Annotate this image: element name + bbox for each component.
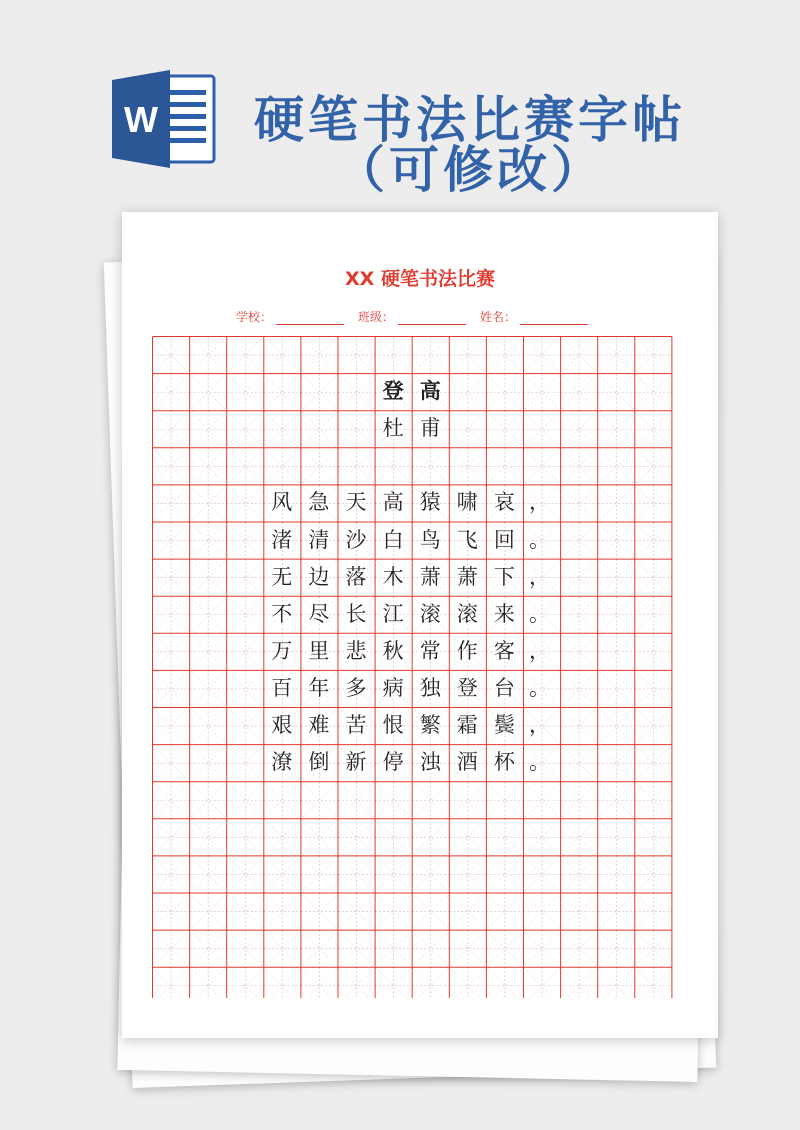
- logo-letter: W: [124, 99, 158, 140]
- class-field[interactable]: [358, 308, 466, 325]
- poem-line-char: 萧: [419, 564, 441, 589]
- poem-line-char: 浊: [419, 750, 441, 775]
- poem-line-char: 猿: [419, 490, 441, 515]
- poem-line-char: 万: [271, 638, 293, 663]
- school-label: 学校：: [236, 310, 273, 324]
- poem-line-char: 登: [456, 675, 478, 700]
- poem-line-char: 百: [271, 675, 293, 700]
- poem-line-char: 独: [419, 675, 441, 700]
- poem-line-char: 秋: [382, 638, 404, 663]
- poem-line-char: 江: [382, 601, 404, 626]
- school-field[interactable]: [236, 308, 344, 325]
- poem-line-char: 急: [308, 490, 330, 515]
- poem-author-char: 甫: [419, 416, 441, 441]
- poem-line-char: 来: [493, 601, 515, 626]
- poem-line-char: 作: [456, 638, 478, 663]
- poem-line-char: 。: [529, 675, 550, 700]
- poem-line-char: 啸: [456, 490, 478, 515]
- poem-line-char: 繁: [419, 713, 441, 737]
- poem-line-char: 落: [345, 564, 367, 589]
- poem-line-char: 萧: [456, 564, 478, 589]
- poem-line-char: ，: [529, 490, 550, 515]
- poem-line-char: 恨: [382, 713, 404, 737]
- poem-line-char: 滚: [419, 601, 441, 626]
- poem-line-char: 边: [308, 564, 330, 589]
- school-blank[interactable]: [276, 312, 344, 325]
- poem-line-char: 病: [382, 675, 404, 700]
- poem-line-char: 风: [271, 490, 293, 515]
- poem-line-char: 客: [493, 638, 515, 663]
- poem-line-char: 飞: [456, 527, 478, 552]
- poem-line-char: 木: [382, 564, 404, 589]
- poem-line-char: 常: [419, 638, 441, 663]
- poem-line-char: 艰: [271, 713, 293, 737]
- poem-line-char: 新: [345, 750, 367, 775]
- poem-line-char: 不: [271, 601, 293, 626]
- poem-line-char: ，: [529, 638, 550, 663]
- poem-line-char: 沙: [345, 527, 367, 552]
- poem-author-char: 杜: [382, 416, 404, 441]
- poem-line-char: 下: [493, 564, 515, 589]
- poem-line-char: 鬓: [493, 713, 515, 737]
- poem-line-char: 无: [271, 564, 293, 589]
- page-subtitle: （可修改）: [335, 141, 605, 199]
- poem-line-char: 潦: [271, 750, 293, 775]
- poem-title-char: 登: [382, 379, 404, 404]
- poem-line-char: 尽: [308, 601, 330, 626]
- page-title: 硬笔书法比赛字帖: [254, 91, 686, 149]
- poem-line-char: 里: [308, 638, 330, 663]
- poem-line-char: 停: [382, 750, 404, 775]
- poem-line-char: 清: [308, 527, 330, 552]
- poem-line-char: 霜: [456, 713, 478, 737]
- name-blank[interactable]: [520, 312, 588, 325]
- poem-line-char: 。: [529, 601, 550, 626]
- poem-line-char: ，: [529, 564, 550, 589]
- poem-line-char: 难: [308, 713, 330, 737]
- header-banner: [0, 0, 800, 215]
- poem-line-char: 哀: [493, 490, 515, 515]
- poem-line-char: 悲: [345, 638, 367, 663]
- poem-line-char: 鸟: [419, 527, 441, 552]
- poem-line-char: 台: [493, 675, 515, 700]
- grid-characters: [152, 336, 672, 997]
- poem-line-char: 。: [529, 750, 550, 775]
- name-label: 姓名：: [480, 310, 517, 324]
- poem-line-char: 渚: [271, 527, 293, 552]
- poem-line-char: 。: [529, 527, 550, 552]
- name-field[interactable]: [480, 308, 588, 325]
- poem-line-char: 滚: [456, 601, 478, 626]
- poem-line-char: 高: [382, 490, 404, 515]
- poem-title-char: 高: [419, 379, 441, 404]
- poem-line-char: ，: [529, 713, 550, 737]
- poem-line-char: 杯: [493, 750, 515, 775]
- sheet-title: XX 硬笔书法比赛: [345, 268, 495, 290]
- poem-line-char: 倒: [308, 750, 330, 775]
- student-info-row: [122, 308, 718, 328]
- poem-line-char: 多: [345, 675, 367, 700]
- copybook-sheet: [122, 212, 718, 1038]
- class-label: 班级：: [358, 310, 395, 324]
- class-blank[interactable]: [398, 312, 466, 325]
- poem-line-char: 酒: [456, 750, 478, 775]
- poem-line-char: 苦: [345, 713, 367, 737]
- poem-line-char: 天: [345, 490, 367, 515]
- poem-line-char: 长: [345, 601, 367, 626]
- word-document-icon: [110, 68, 218, 170]
- poem-line-char: 年: [308, 675, 330, 700]
- poem-line-char: 回: [493, 527, 515, 552]
- poem-line-char: 白: [382, 527, 404, 552]
